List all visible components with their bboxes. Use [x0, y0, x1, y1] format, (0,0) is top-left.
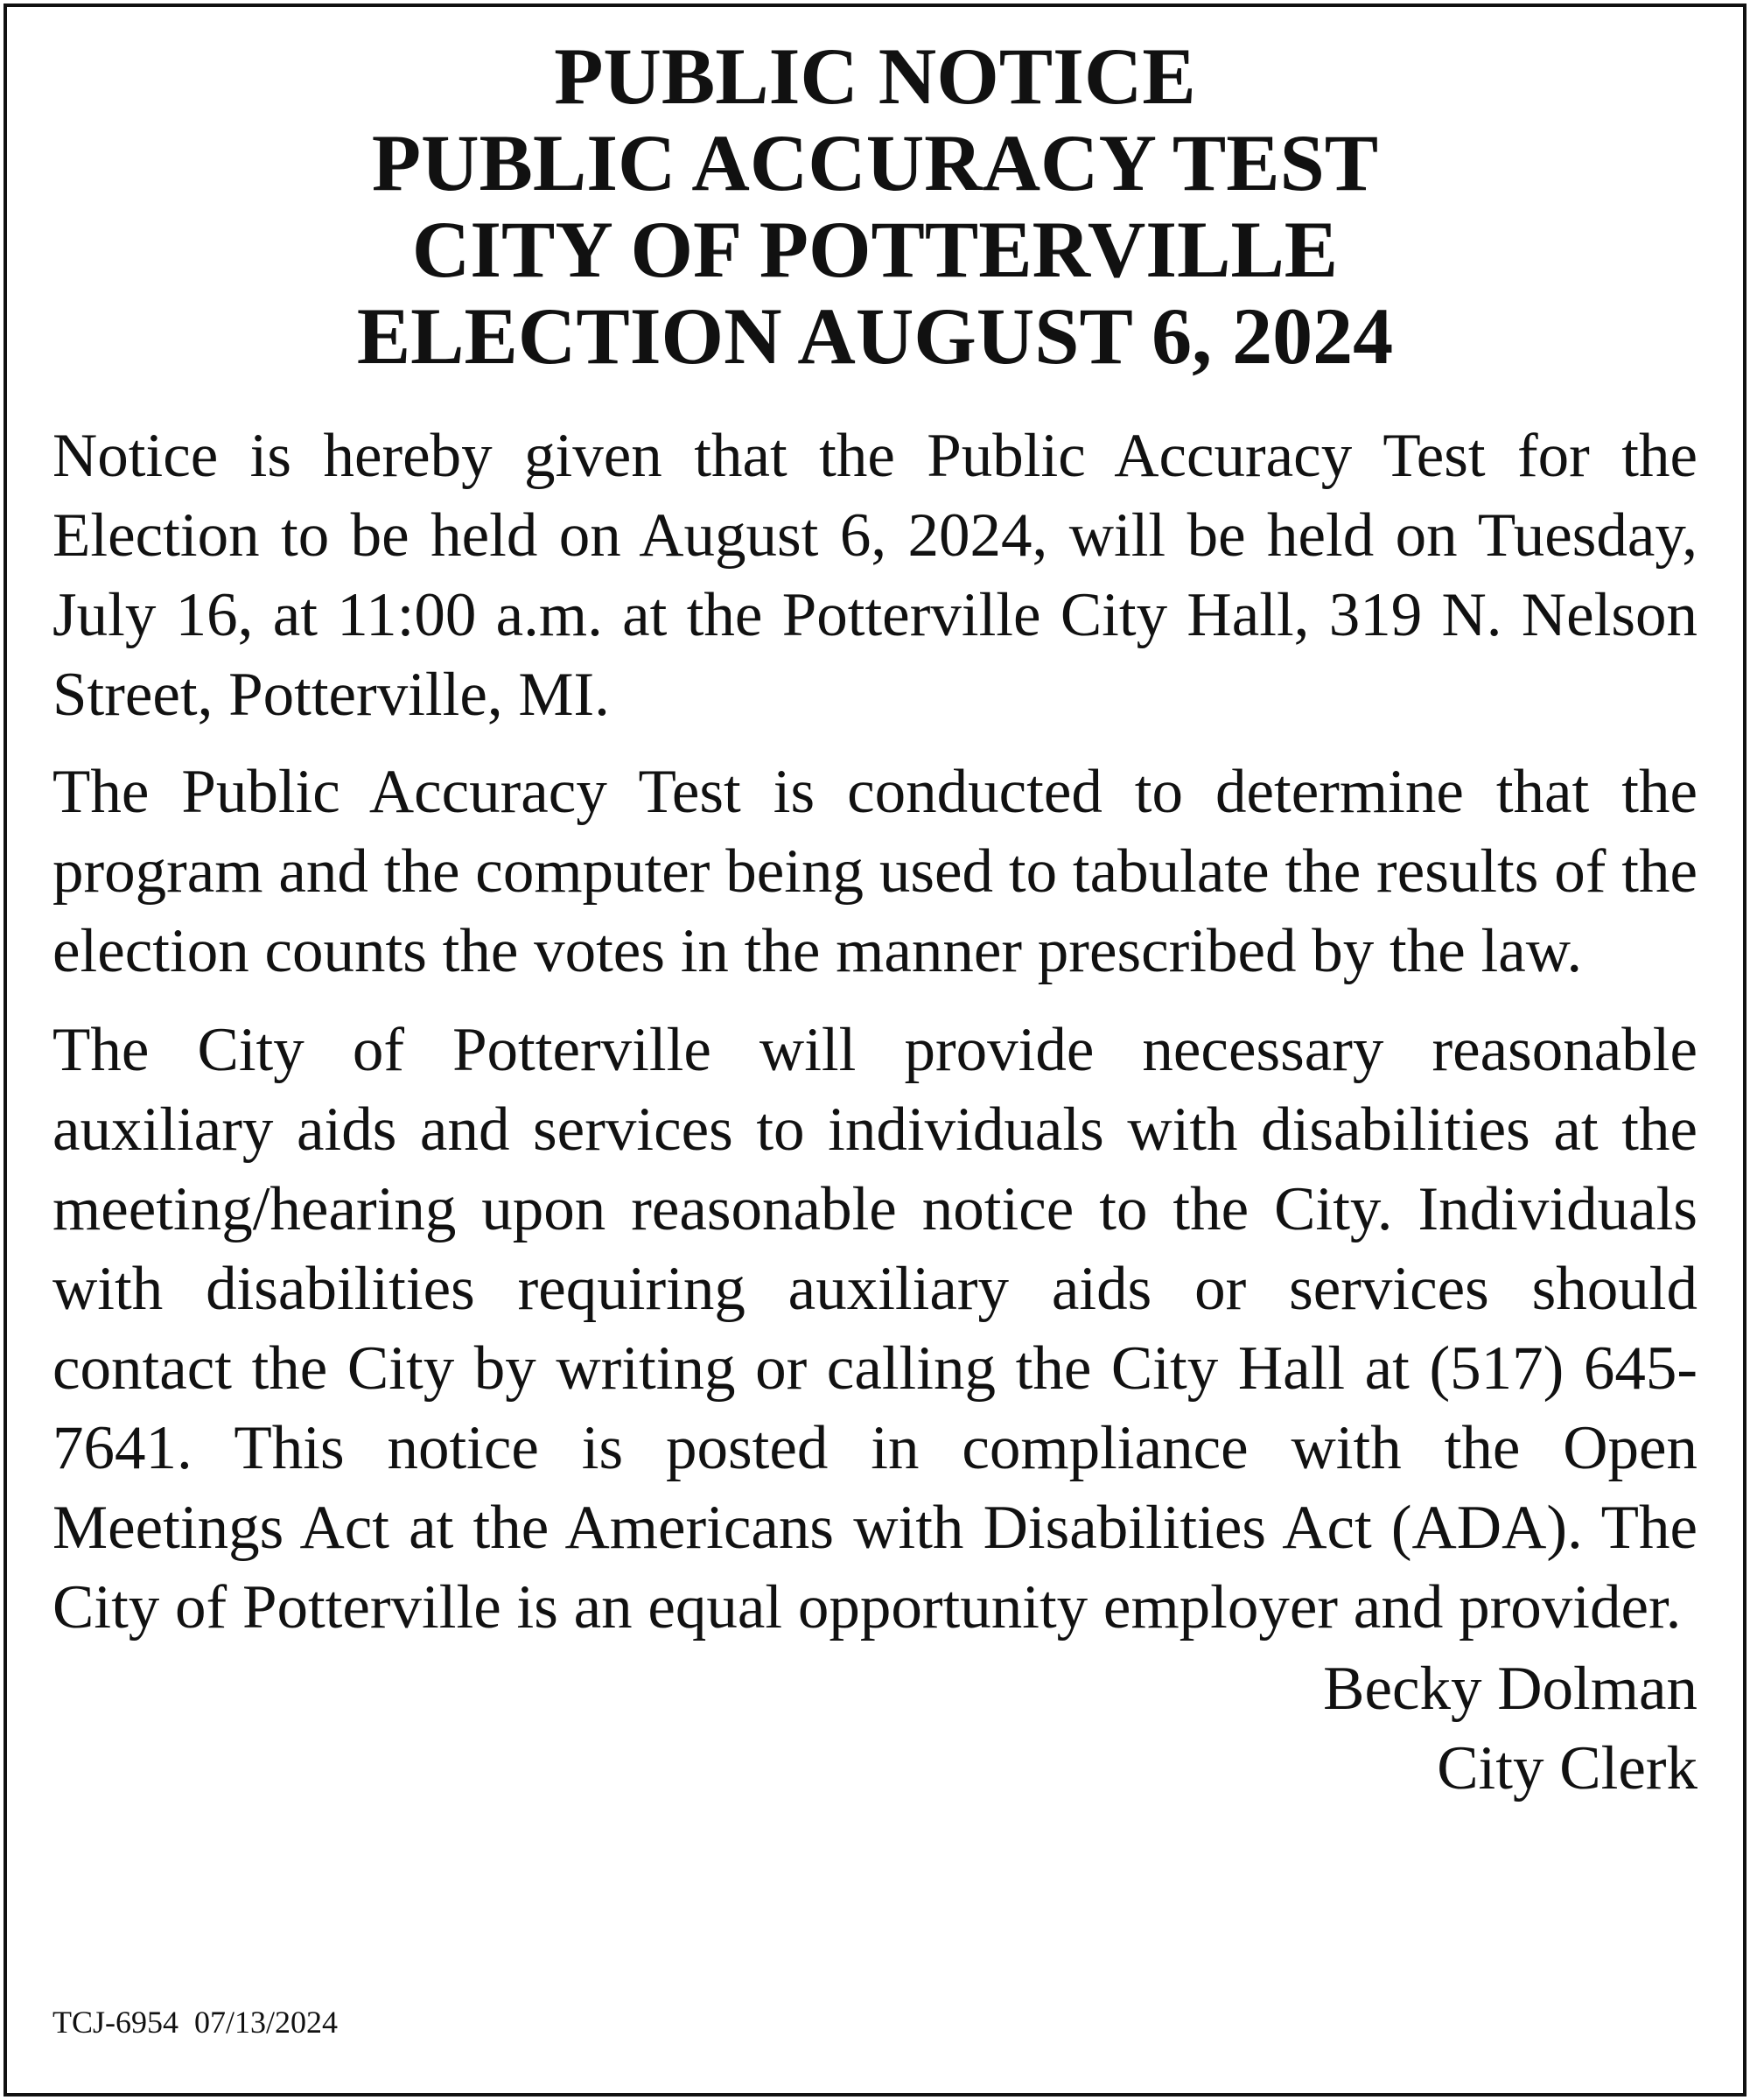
paragraph-accessibility: The City of Potterville will provide necessary reasonable auxiliary aids and services to individuals with disabilities at the meeting/hearing upon reasonable notice to the City. Individuals with disabilities requiring auxiliary aids or services should contact the City by writing or calling the City Hall at (517) 645-7641. This notice is posted in compliance with the Open Meetings Act at the Americans with Disabilities Act (ADA). The City of Potterville is an equal opportunity employer and provider.	[52, 1016, 1698, 1642]
notice-content	[52, 33, 1698, 2093]
paragraph-test-schedule: Notice is hereby given that the Public Accuracy Test for the Election to be held on August 6, 2024, will be held on Tuesday, July 16, at 11:00 a.m. at the Potterville City Hall, 319 N. Nelson Street, Potterville, MI.	[52, 422, 1698, 729]
signature-title: City Clerk	[1437, 1734, 1698, 1802]
public-notice	[4, 4, 1746, 2096]
reference-code: TCJ-6954 07/13/2024	[52, 2005, 339, 2040]
notice-title	[52, 33, 1698, 380]
title-line-4: ELECTION AUGUST 6, 2024	[356, 291, 1394, 381]
title-line-1: PUBLIC NOTICE	[554, 32, 1196, 121]
paragraph-test-purpose: The Public Accuracy Test is conducted to determine that the program and the computer being used to tabulate the results of the election counts the votes in the manner prescribed by the law.	[52, 758, 1698, 985]
title-line-2: PUBLIC ACCURACY TEST	[371, 118, 1379, 207]
signature-block	[52, 1649, 1698, 1809]
title-line-3: CITY OF POTTERVILLE	[411, 205, 1339, 294]
signature-name: Becky Dolman	[1323, 1655, 1698, 1723]
